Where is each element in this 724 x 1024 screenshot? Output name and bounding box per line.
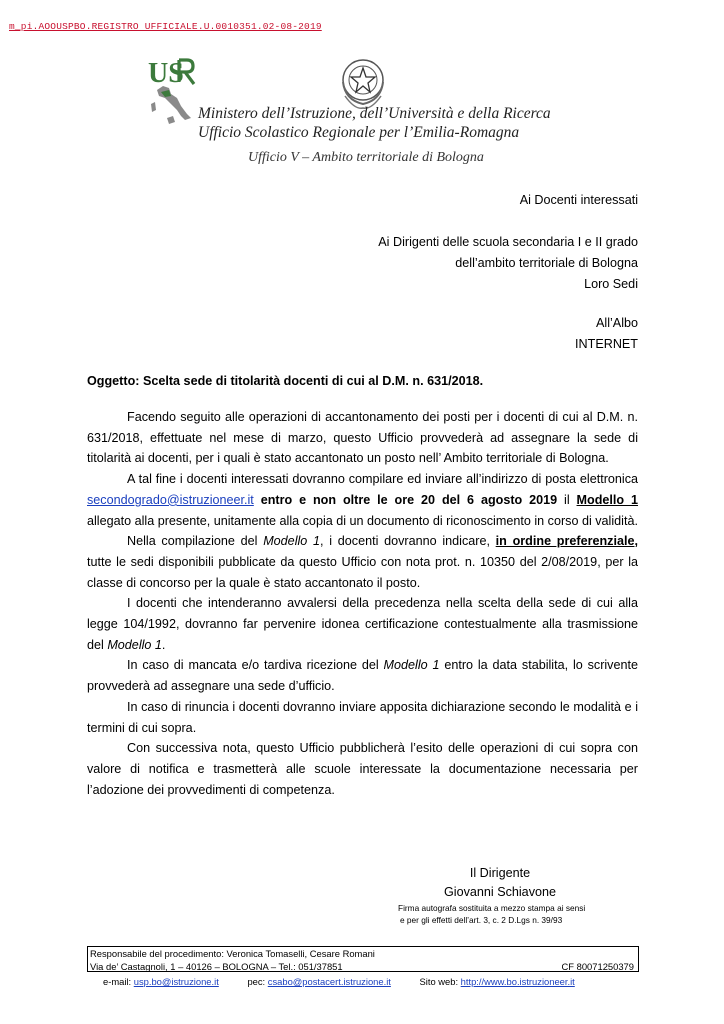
text: , i docenti dovranno indicare,: [320, 534, 496, 549]
paragraph-4: [87, 593, 638, 655]
text: In caso di mancata e/o tardiva ricezione del: [127, 658, 384, 673]
recipient-line: Ai Dirigenti delle scuola secondaria I e II grado: [378, 235, 638, 249]
signature-note: [398, 902, 585, 926]
signature-note-line: Firma autografa sostituita a mezzo stampa ai sensi: [398, 903, 586, 913]
web-label: Sito web:: [419, 976, 461, 987]
recipient-line: dell’ambito territoriale di Bologna: [455, 256, 638, 270]
text: I docenti che intenderanno avvalersi della precedenza nella scelta della sede di cui alla legge 104/1992, dovranno far pervenire idonea certificazione contestualmente alla trasmissione del: [87, 596, 638, 652]
paragraph-1: Facendo seguito alle operazioni di accantonamento dei posti per i docenti di cui al D.M. n. 631/2018, effettuate nel mese di marzo, questo Ufficio provvederà ad assegnare la sede di titolarità ai docenti, per i quali è stato accantonato un posto nell’ Ambito territoriale di Bologna.: [87, 410, 638, 466]
usr-logo: [147, 56, 197, 132]
footer-contacts: [103, 976, 575, 987]
protocol-stamp: m_pi.AOOUSPBO.REGISTRO UFFICIALE.U.0010351.02-08-2019: [9, 21, 322, 32]
text: il: [557, 492, 577, 507]
text: allegato alla presente, unitamente alla copia di un documento di riconoscimento in corso di validità.: [87, 513, 638, 528]
subject-line: Oggetto: Scelta sede di titolarità docenti di cui al D.M. n. 631/2018.: [87, 374, 484, 388]
paragraph-5: [87, 655, 638, 696]
footer-email-link[interactable]: usp.bo@istruzione.it: [133, 976, 219, 987]
footer-responsabili: Responsabile del procedimento: Veronica Tomaselli, Cesare Romani: [90, 948, 375, 959]
footer-box: [87, 946, 639, 972]
order-emphasis: in ordine preferenziale: [495, 534, 635, 549]
svg-text:US: US: [148, 58, 184, 89]
ministry-line: Ministero dell’Istruzione, dell’Università e della Ricerca: [198, 105, 551, 122]
text: ,: [634, 534, 638, 549]
footer-web-link[interactable]: http://www.bo.istruzioneer.it: [460, 976, 575, 987]
letter-body: [87, 407, 638, 800]
text: .: [161, 637, 166, 652]
paragraph-2: [87, 469, 638, 531]
recipient-line: INTERNET: [575, 337, 638, 351]
footer-address-row: [90, 960, 636, 973]
text: A tal fine i docenti interessati dovranno compilare ed inviare all’indirizzo di posta elettronica: [127, 472, 638, 487]
modello-link: Modello 1: [576, 492, 639, 507]
signature-block: [400, 864, 600, 902]
deadline: entro e non oltre le ore 20 del 6 agosto 2019: [253, 492, 558, 507]
footer-address: Via de’ Castagnoli, 1 – 40126 – BOLOGNA – Tel.: 051/37851: [90, 961, 343, 972]
unit-line: Ufficio V – Ambito territoriale di Bologna: [248, 150, 484, 165]
email-link[interactable]: secondogrado@istruzioneer.it: [87, 492, 254, 507]
recipient-line: All’Albo: [596, 316, 638, 330]
signature-note-line: e per gli effetti dell’art. 3, c. 2 D.Lgs n. 39/93: [400, 915, 563, 925]
paragraph-6: In caso di rinuncia i docenti dovranno inviare apposita dichiarazione secondo le modalità e i termini di cui sopra.: [87, 699, 638, 735]
paragraph-7: Con successiva nota, questo Ufficio pubblicherà l’esito delle operazioni di cui sopra con valore di notifica e trasmetterà alle scuole interessate la documentazione necessaria per l’adozione dei provvedimenti di competenza.: [87, 741, 638, 797]
modello-ref: Modello 1: [263, 534, 321, 549]
signature-name: Giovanni Schiavone: [443, 885, 556, 899]
text: Nella compilazione del: [127, 534, 264, 549]
email-label: e-mail:: [103, 976, 134, 987]
footer-pec-link[interactable]: csabo@postacert.istruzione.it: [267, 976, 391, 987]
modello-ref: Modello 1: [383, 658, 440, 673]
recipient-dirigenti: [378, 232, 638, 295]
recipient-docenti: Ai Docenti interessati: [519, 193, 638, 207]
text: tutte le sedi disponibili pubblicate da questo Ufficio con nota prot. n. 10350 del 2/08/2019, per la classe di concorso per la quale è stato accantonato il posto.: [87, 554, 638, 590]
signature-role: Il Dirigente: [469, 866, 531, 880]
recipient-albo: [575, 313, 638, 355]
paragraph-3: [87, 531, 638, 593]
footer-cf: CF 80071250379: [561, 961, 634, 972]
pec-label: pec:: [247, 976, 268, 987]
modello-ref: Modello 1: [107, 637, 162, 652]
text: entro la data stabilita, lo scrivente provvederà ad assegnare una sede d’ufficio.: [87, 658, 638, 694]
ministry-heading: [198, 104, 551, 142]
recipient-line: Loro Sedi: [584, 277, 638, 291]
office-line: Ufficio Scolastico Regionale per l’Emilia-Romagna: [198, 124, 520, 141]
